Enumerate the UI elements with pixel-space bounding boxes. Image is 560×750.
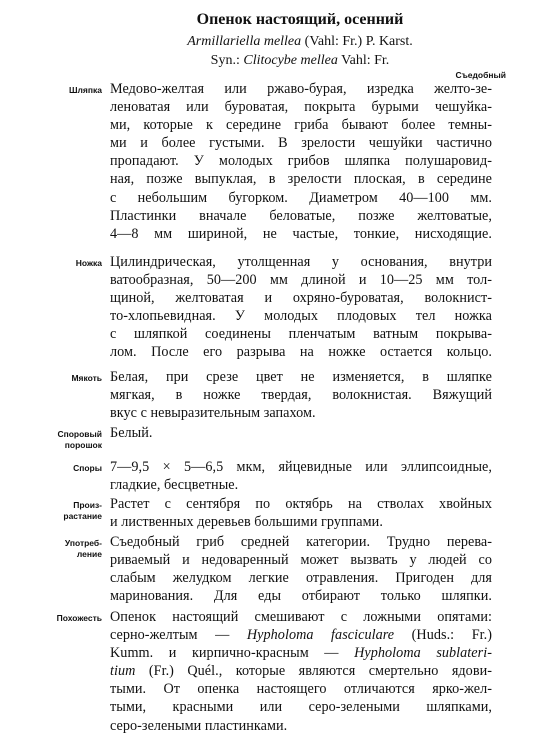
text-line: ми, которые к середине гриба бывают более темны- — [110, 117, 492, 134]
text-line: и лиственных деревьев большими группами. — [110, 514, 383, 531]
text-line: мягкая, в ножке твердая, волокнистая. Вяжущий — [110, 387, 492, 404]
label-stem: Ножка — [75, 258, 102, 268]
text-line: щиной, желтоватая и охряно-буроватая, волокнист- — [110, 290, 492, 307]
text-line: гладкие, бесцветные. — [110, 477, 239, 494]
text-similar — [110, 608, 492, 735]
text-line: лом. После его разрыва на ножке остается кольцо. — [110, 344, 492, 361]
text-line: Пластинки вначале беловатые, позже желтоватые, — [110, 207, 492, 224]
label-flesh: Мякоть — [71, 373, 102, 383]
page-title: Опенок настоящий, осенний — [196, 11, 404, 28]
text-line: леноватая или буроватая, покрыта бурыми чешуйка- — [110, 99, 492, 116]
text-spore-print — [110, 424, 492, 442]
edibility-badge: Съедобный — [455, 70, 506, 80]
label-spore-print: Споровый порошок — [57, 429, 102, 450]
synonym-line — [0, 52, 560, 69]
text-line: 4—8 мм шириной, не частые, тонкие, нисходящие. — [110, 225, 492, 242]
label-cap: Шляпка — [68, 85, 102, 95]
text-line: с небольшим бугорком. Диаметром 40—100 мм. — [110, 189, 492, 206]
synonym-author: Vahl: Fr. — [337, 53, 390, 68]
text-line: серно-желтым — Hypholoma fasciculare (Huds.: Fr.) — [110, 627, 493, 644]
label-similar: Похожесть — [56, 613, 102, 623]
text-line: серо-зелеными пластинками. — [110, 717, 288, 734]
text-line: tium (Fr.) Quél., которые являются смертельно ядови- — [110, 663, 492, 680]
text-line: Растет с сентября по октябрь на стволах хвойных — [110, 496, 492, 512]
synonym-name: Clitocybe mellea — [243, 53, 338, 68]
latin-name: Armillariella mellea — [187, 34, 302, 49]
text-line: маринования. Для еды отбирают только шляпки. — [110, 588, 492, 605]
text-line: Белый. — [110, 425, 153, 441]
text-line: тыми. От опенка настоящего отличаются ярко-жел- — [110, 681, 492, 698]
text-cap — [110, 80, 492, 243]
label-usage: Употреб- ление — [64, 538, 102, 559]
text-line: то-хлопьевидная. У молодых плодовых тел ножка — [110, 308, 492, 325]
text-line: вкус с невыразительным запахом. — [110, 405, 316, 422]
text-line: ная, позже выпуклая, в зрелости плоская, в середине — [110, 171, 492, 188]
text-usage — [110, 533, 492, 605]
text-flesh — [110, 368, 492, 422]
synonym-prefix: Syn.: — [210, 53, 244, 68]
text-line: Цилиндрическая, утолщенная у основания, внутри — [110, 254, 492, 270]
species-name: tium — [110, 663, 136, 680]
text-line: ватообразная, 50—200 мм длиной и 10—25 мм тол- — [110, 272, 492, 289]
text-line: с шляпкой соединены пленчатым ватным покрыва- — [110, 326, 492, 343]
text-line: тыми, красными или серо-зелеными шляпками, — [110, 699, 492, 716]
text-line: Kumm. и кирпично-красным — Hypholoma sublateri- — [110, 645, 492, 662]
text-stem — [110, 253, 492, 362]
text-spores — [110, 458, 492, 494]
latin-author: (Vahl: Fr.) P. Karst. — [301, 34, 413, 49]
text-line: ми и более густыми. В зрелости чешуйки частично — [110, 135, 492, 152]
latin-name-line — [0, 33, 560, 50]
text-line: риваемый и недоваренный может вызвать у людей со — [110, 552, 492, 569]
text-line: пропадают. У молодых грибов шляпка полушаровид- — [110, 153, 492, 170]
text-line: Белая, при срезе цвет не изменяется, в шляпке — [110, 369, 492, 385]
text-line: 7—9,5 × 5—6,5 мкм, яйцевидные или эллипсоидные, — [110, 459, 492, 475]
text-line: Съедобный гриб средней категории. Трудно перева- — [110, 534, 492, 550]
text-line: слабым желудком легкие отравления. Пригоден для — [110, 570, 492, 587]
label-growth: Произ- растание — [63, 500, 102, 521]
text-growth — [110, 495, 492, 531]
text-line: Опенок настоящий смешивают с ложными опятами: — [110, 609, 492, 625]
text-line: Медово-желтая или ржаво-бурая, изредка желто-зе- — [110, 81, 492, 97]
species-name: Hypholoma sublateri- — [354, 645, 492, 662]
species-name: Hypholoma fasciculare — [246, 627, 395, 644]
label-spores: Споры — [73, 463, 102, 473]
